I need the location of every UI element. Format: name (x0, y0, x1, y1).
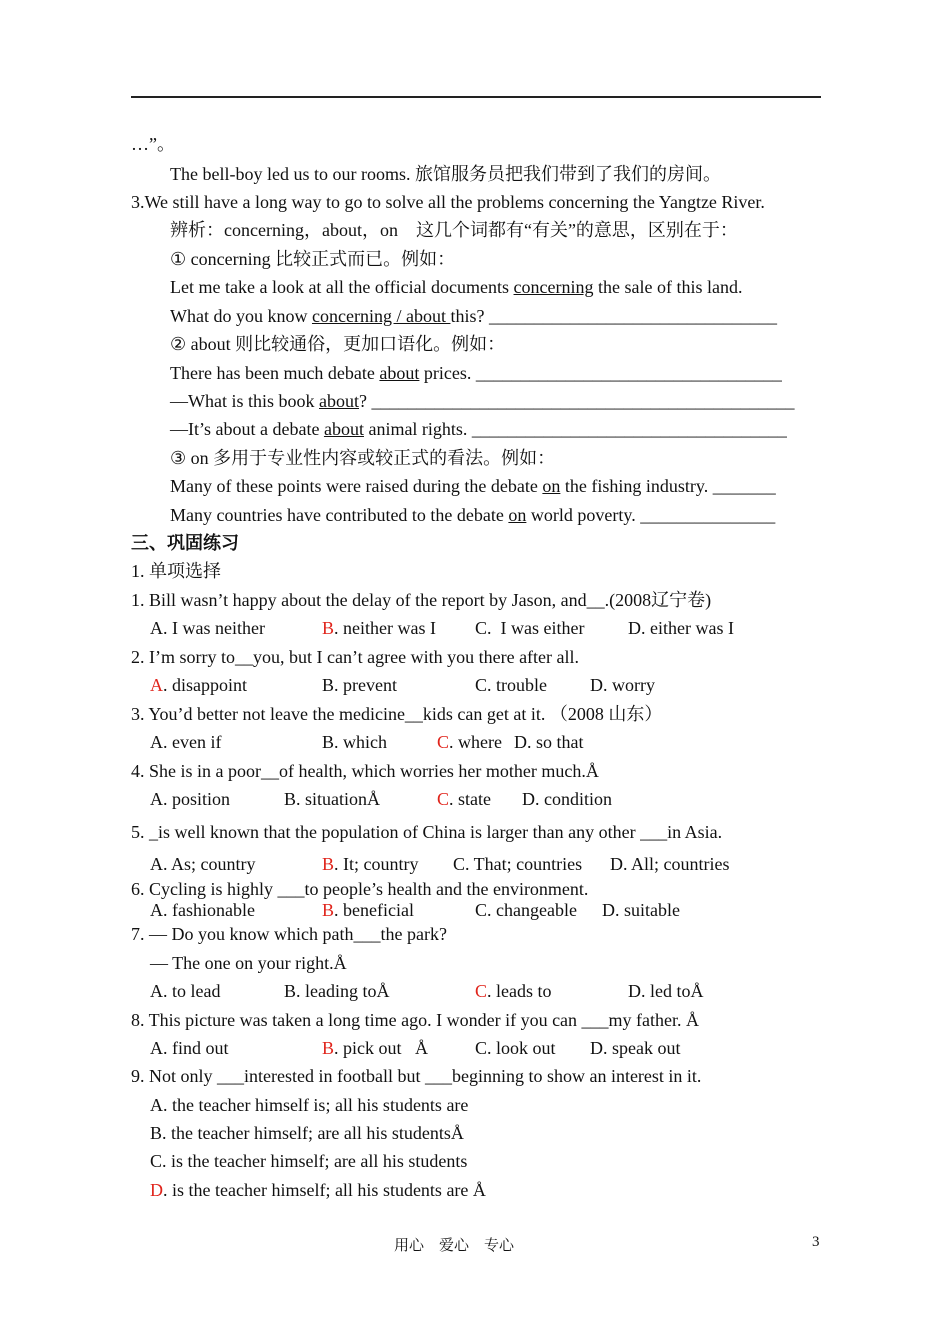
option-b: B. leading toÅ (284, 981, 390, 1001)
answer-letter: C (437, 789, 450, 809)
example-text: There has been much debate (170, 363, 380, 383)
example-text: —What is this book (170, 391, 319, 411)
example-line (170, 475, 776, 497)
option-a: A. As; country (150, 854, 256, 874)
option-c-answer (437, 788, 491, 810)
example-text: prices. __________________________________ (419, 363, 782, 383)
option-b-answer (322, 853, 419, 875)
underlined-word: about (379, 363, 420, 383)
example-text: Many countries have contributed to the debate (170, 505, 509, 525)
example-text: world poverty. _______________ (526, 505, 776, 525)
underlined-word: about (319, 391, 359, 411)
option-b: B. which (322, 732, 387, 752)
option-text: . leads to (487, 981, 552, 1001)
example-line (170, 504, 775, 526)
option-d: D. suitable (602, 900, 680, 920)
answer-letter: C (475, 981, 488, 1001)
option-a: A. find out (150, 1038, 229, 1058)
option-d: D. so that (514, 732, 584, 752)
option-c: C. is the teacher himself; are all his students (150, 1151, 468, 1171)
answer-letter: C (437, 732, 450, 752)
question-3: 3. You’d better not leave the medicine__kids can get at it. （2008 山东） (131, 704, 663, 724)
option-d: D. worry (590, 675, 655, 695)
answer-letter: B (322, 1038, 335, 1058)
option-text: . pick out Å (334, 1038, 429, 1058)
analysis-heading: 辨析：concerning，about，on 这几个词都有“有关”的意思，区别在于： (170, 220, 738, 240)
example-bellboy: The bell-boy led us to our rooms. 旅馆服务员把我们带到了我们的房间。 (170, 164, 721, 184)
example-text: the fishing industry. _______ (560, 476, 776, 496)
option-text: . where (449, 732, 502, 752)
header-rule (131, 96, 821, 98)
option-b-answer (322, 617, 436, 639)
answer-letter: B (322, 854, 335, 874)
option-c: C. look out (475, 1038, 556, 1058)
option-d: D. led toÅ (628, 981, 704, 1001)
page-number: 3 (812, 1234, 820, 1250)
example-line (170, 362, 782, 384)
example-text: ? _______________________________________________ (359, 391, 795, 411)
option-d: D. All; countries (610, 854, 730, 874)
question-8: 8. This picture was taken a long time ago. I wonder if you can ___my father. Å (131, 1010, 700, 1030)
example-text: the sale of this land. (593, 277, 743, 297)
option-a: A. to lead (150, 981, 221, 1001)
option-d: D. speak out (590, 1038, 681, 1058)
section-subtitle: 1. 单项选择 (131, 561, 221, 581)
point2-heading: ② about 则比较通俗，更加口语化。例如： (170, 334, 506, 354)
example-line (170, 390, 795, 412)
answer-letter: B (322, 900, 335, 920)
answer-letter: B (322, 618, 335, 638)
option-b: B. prevent (322, 675, 397, 695)
point1-heading: ① concerning 比较正式而已。例如： (170, 249, 456, 269)
option-text: . neither was I (334, 618, 436, 638)
example-line (170, 276, 742, 298)
option-a: A. position (150, 789, 231, 809)
example-text: Many of these points were raised during the debate (170, 476, 543, 496)
option-c: C. I was either (475, 618, 585, 638)
option-text: . beneficial (334, 900, 414, 920)
example-line (170, 305, 777, 327)
option-b: B. situationÅ (284, 789, 381, 809)
example-text: animal rights. ___________________________________ (363, 419, 787, 439)
question-1: 1. Bill wasn’t happy about the delay of the report by Jason, and__.(2008辽宁卷) (131, 590, 712, 610)
option-d-answer (150, 1179, 486, 1201)
answer-letter: A (150, 675, 163, 695)
question-7-reply: — The one on your right.Å (150, 953, 347, 973)
option-c: C. trouble (475, 675, 547, 695)
option-b-answer (322, 1037, 428, 1059)
option-c: C. That; countries (453, 854, 583, 874)
example-text: Let me take a look at all the official documents (170, 277, 514, 297)
option-b: B. the teacher himself; are all his studentsÅ (150, 1123, 464, 1143)
option-c-answer (475, 980, 552, 1002)
point3-heading: ③ on 多用于专业性内容或较正式的看法。例如： (170, 448, 556, 468)
answer-letter: D (150, 1180, 163, 1200)
option-a: A. I was neither (150, 618, 265, 638)
option-a: A. the teacher himself is; all his students are (150, 1095, 469, 1115)
underlined-word: on (542, 476, 561, 496)
underlined-word: about (323, 419, 364, 439)
example-text: this? ________________________________ (450, 306, 777, 326)
question-4: 4. She is in a poor__of health, which worries her mother much.Å (131, 761, 599, 781)
footer-motto: 用心 爱心 专心 (394, 1238, 515, 1254)
continuation-text: …”。 (131, 134, 175, 154)
section-title: 三、巩固练习 (131, 533, 239, 553)
option-text: . state (449, 789, 492, 809)
underlined-word: concerning / about (311, 306, 451, 326)
option-a: A. even if (150, 732, 222, 752)
option-d: D. condition (522, 789, 612, 809)
option-text: . It; country (334, 854, 419, 874)
option-text: . is the teacher himself; all his students are Å (163, 1180, 486, 1200)
option-text: . disappoint (163, 675, 247, 695)
option-c-answer (437, 731, 502, 753)
underlined-word: concerning (513, 277, 594, 297)
question-6: 6. Cycling is highly ___to people’s health and the environment. (131, 879, 589, 899)
option-b-answer (322, 899, 414, 921)
question-5: 5. _is well known that the population of China is larger than any other ___in Asia. (131, 822, 723, 842)
example-text: What do you know (170, 306, 312, 326)
item3-sentence: 3.We still have a long way to go to solve all the problems concerning the Yangtze River. (131, 192, 765, 212)
question-7: 7. — Do you know which path___the park? (131, 924, 447, 944)
option-d: D. either was I (628, 618, 734, 638)
question-9: 9. Not only ___interested in football but ___beginning to show an interest in it. (131, 1066, 702, 1086)
underlined-word: on (508, 505, 527, 525)
option-a: A. fashionable (150, 900, 255, 920)
option-c: C. changeable (475, 900, 577, 920)
question-2: 2. I’m sorry to__you, but I can’t agree with you there after all. (131, 647, 580, 667)
option-a-answer (150, 674, 247, 696)
example-text: —It’s about a debate (170, 419, 324, 439)
example-line (170, 418, 787, 440)
